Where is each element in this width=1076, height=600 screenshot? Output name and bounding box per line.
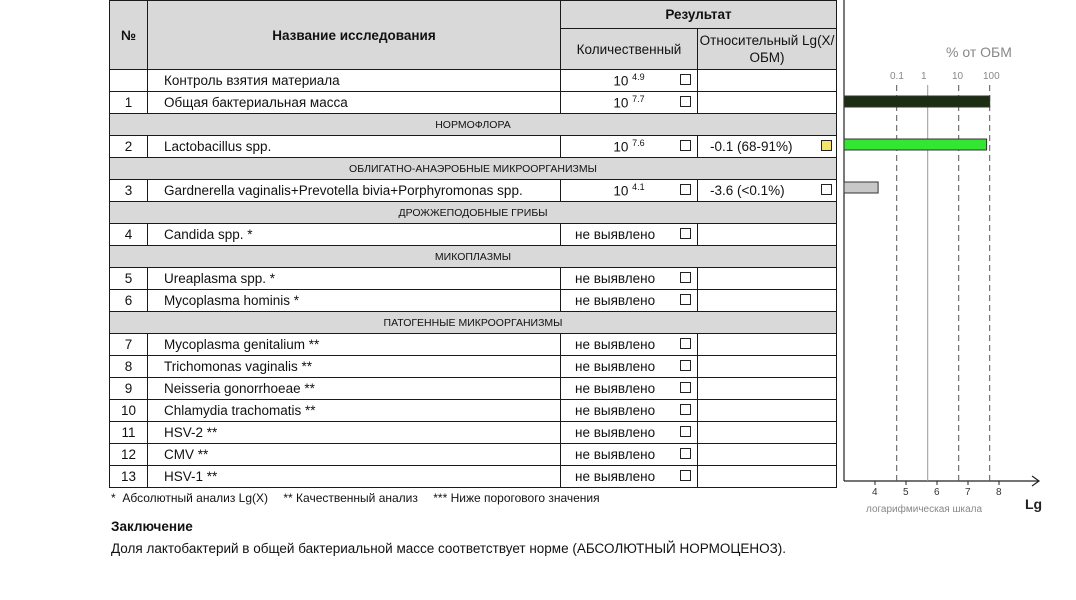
- test-name: Trichomonas vaginalis **: [148, 356, 561, 378]
- row-number: 13: [110, 466, 148, 488]
- bottom-tick-label: 5: [903, 487, 909, 498]
- quantitative-checkbox-icon: [680, 338, 691, 349]
- conclusion-title: Заключение: [111, 519, 193, 534]
- row-number: 7: [110, 334, 148, 356]
- quantitative-cell: [561, 136, 698, 158]
- row-number: 6: [110, 290, 148, 312]
- top-tick-label: 1: [921, 71, 927, 82]
- header-result: Результат: [561, 1, 837, 29]
- row-number: 4: [110, 224, 148, 246]
- relative-value: -0.1 (68-91%): [710, 139, 793, 154]
- test-name: Neisseria gonorrhoeae **: [148, 378, 561, 400]
- quantitative-checkbox-icon: [680, 426, 691, 437]
- section-row: [110, 158, 837, 180]
- row-number: 3: [110, 180, 148, 202]
- quantitative-checkbox-icon: [680, 74, 691, 85]
- footnote-qualitative: ** Качественный анализ: [283, 491, 418, 505]
- section-title: ПАТОГЕННЫЕ МИКРООРГАНИЗМЫ: [110, 312, 837, 334]
- row-number: 12: [110, 444, 148, 466]
- quantitative-checkbox-icon: [680, 272, 691, 283]
- quantitative-value: не выявлено: [575, 359, 656, 374]
- bottom-tick-label: 8: [996, 487, 1002, 498]
- quantitative-checkbox-icon: [680, 294, 691, 305]
- chart-bar: [844, 139, 987, 150]
- table-row: [110, 224, 837, 246]
- row-number: 2: [110, 136, 148, 158]
- quantitative-checkbox-icon: [680, 360, 691, 371]
- quantitative-checkbox-icon: [680, 184, 691, 195]
- relative-cell: [698, 444, 837, 466]
- conclusion-text: Доля лактобактерий в общей бактериальной массе соответствует норме (АБСОЛЮТНЫЙ НОРМОЦЕНОЗ).: [111, 541, 786, 556]
- quantitative-value: не выявлено: [575, 403, 656, 418]
- relative-cell: [698, 70, 837, 92]
- quantitative-checkbox-icon: [680, 228, 691, 239]
- results-table: [109, 0, 837, 488]
- top-tick-label: 10: [952, 71, 964, 82]
- test-name: Контроль взятия материала: [148, 70, 561, 92]
- percent-chart: [838, 0, 1076, 520]
- table-row: [110, 290, 837, 312]
- scale-caption: логарифмическая шкала: [866, 504, 983, 515]
- relative-checkbox-icon: [821, 184, 832, 195]
- quantitative-value: не выявлено: [575, 293, 656, 308]
- quantitative-cell: [561, 268, 698, 290]
- bottom-tick-label: 4: [872, 487, 878, 498]
- row-number: 11: [110, 422, 148, 444]
- quantitative-cell: [561, 180, 698, 202]
- table-row: [110, 70, 837, 92]
- quantitative-base: 10: [613, 183, 629, 199]
- table-row: [110, 136, 837, 158]
- quantitative-cell: [561, 400, 698, 422]
- test-name: Ureaplasma spp. *: [148, 268, 561, 290]
- row-number: 9: [110, 378, 148, 400]
- quantitative-exponent: 7.6: [632, 138, 645, 149]
- quantitative-exponent: 4.9: [632, 72, 645, 83]
- header-quantitative: Количественный: [561, 29, 698, 70]
- table-row: [110, 92, 837, 114]
- table-row: [110, 466, 837, 488]
- quantitative-value: не выявлено: [575, 271, 656, 286]
- footnotes: [111, 491, 612, 505]
- quantitative-base: 10: [613, 73, 629, 89]
- footnote-threshold: *** Ниже порогового значения: [433, 491, 600, 505]
- quantitative-cell: [561, 378, 698, 400]
- test-name: Gardnerella vaginalis+Prevotella bivia+Porphyromonas spp.: [148, 180, 561, 202]
- quantitative-cell: [561, 290, 698, 312]
- quantitative-exponent: 7.7: [632, 94, 645, 105]
- test-name: CMV **: [148, 444, 561, 466]
- header-num: №: [110, 1, 148, 70]
- chart-bar: [844, 182, 878, 193]
- quantitative-cell: [561, 356, 698, 378]
- relative-cell: [698, 136, 837, 158]
- relative-cell: [698, 466, 837, 488]
- table-row: [110, 334, 837, 356]
- relative-cell: [698, 422, 837, 444]
- test-name: Lactobacillus spp.: [148, 136, 561, 158]
- relative-cell: [698, 92, 837, 114]
- section-row: [110, 202, 837, 224]
- quantitative-cell: [561, 334, 698, 356]
- relative-cell: [698, 224, 837, 246]
- table-row: [110, 180, 837, 202]
- quantitative-checkbox-icon: [680, 470, 691, 481]
- section-row: [110, 312, 837, 334]
- relative-checkbox-icon: [821, 140, 832, 151]
- row-number: 1: [110, 92, 148, 114]
- relative-cell: [698, 356, 837, 378]
- test-name: Candida spp. *: [148, 224, 561, 246]
- relative-cell: [698, 268, 837, 290]
- relative-cell: [698, 334, 837, 356]
- quantitative-value: не выявлено: [575, 227, 656, 242]
- test-name: HSV-2 **: [148, 422, 561, 444]
- header-relative: Относительный Lg(X/ОБМ): [698, 29, 837, 70]
- test-name: Mycoplasma genitalium **: [148, 334, 561, 356]
- quantitative-base: 10: [613, 139, 629, 155]
- quantitative-checkbox-icon: [680, 96, 691, 107]
- quantitative-value: не выявлено: [575, 337, 656, 352]
- section-title: МИКОПЛАЗМЫ: [110, 246, 837, 268]
- footnote-absolute: * Абсолютный анализ Lg(X): [111, 491, 269, 505]
- chart-svg: [838, 0, 1076, 520]
- quantitative-checkbox-icon: [680, 404, 691, 415]
- section-row: [110, 114, 837, 136]
- table-row: [110, 422, 837, 444]
- quantitative-cell: [561, 92, 698, 114]
- section-row: [110, 246, 837, 268]
- quantitative-value: не выявлено: [575, 469, 656, 484]
- top-tick-label: 100: [983, 71, 1000, 82]
- quantitative-checkbox-icon: [680, 382, 691, 393]
- test-name: Chlamydia trachomatis **: [148, 400, 561, 422]
- table-row: [110, 268, 837, 290]
- relative-cell: [698, 378, 837, 400]
- quantitative-value: не выявлено: [575, 425, 656, 440]
- quantitative-value: не выявлено: [575, 447, 656, 462]
- axis-label: Lg: [1025, 496, 1043, 512]
- relative-cell: [698, 180, 837, 202]
- table-row: [110, 378, 837, 400]
- top-tick-label: 0.1: [890, 71, 904, 82]
- chart-title: % от ОБМ: [946, 44, 1012, 60]
- test-name: HSV-1 **: [148, 466, 561, 488]
- row-number: 8: [110, 356, 148, 378]
- section-title: ОБЛИГАТНО-АНАЭРОБНЫЕ МИКРООРГАНИЗМЫ: [110, 158, 837, 180]
- table-row: [110, 356, 837, 378]
- relative-value: -3.6 (<0.1%): [710, 183, 785, 198]
- quantitative-exponent: 4.1: [632, 182, 645, 193]
- row-number: 5: [110, 268, 148, 290]
- chart-bar: [844, 96, 990, 107]
- relative-cell: [698, 400, 837, 422]
- quantitative-checkbox-icon: [680, 140, 691, 151]
- table-row: [110, 400, 837, 422]
- test-name: Mycoplasma hominis *: [148, 290, 561, 312]
- row-number: 10: [110, 400, 148, 422]
- quantitative-cell: [561, 70, 698, 92]
- bottom-tick-label: 7: [965, 487, 971, 498]
- quantitative-cell: [561, 224, 698, 246]
- table-body: [110, 70, 837, 488]
- relative-cell: [698, 290, 837, 312]
- section-title: НОРМОФЛОРА: [110, 114, 837, 136]
- table-row: [110, 444, 837, 466]
- bottom-tick-label: 6: [934, 487, 940, 498]
- quantitative-value: не выявлено: [575, 381, 656, 396]
- quantitative-cell: [561, 444, 698, 466]
- test-name: Общая бактериальная масса: [148, 92, 561, 114]
- quantitative-checkbox-icon: [680, 448, 691, 459]
- quantitative-cell: [561, 422, 698, 444]
- section-title: ДРОЖЖЕПОДОБНЫЕ ГРИБЫ: [110, 202, 837, 224]
- quantitative-base: 10: [613, 95, 629, 111]
- quantitative-cell: [561, 466, 698, 488]
- row-number: [110, 70, 148, 92]
- header-name: Название исследования: [148, 1, 561, 70]
